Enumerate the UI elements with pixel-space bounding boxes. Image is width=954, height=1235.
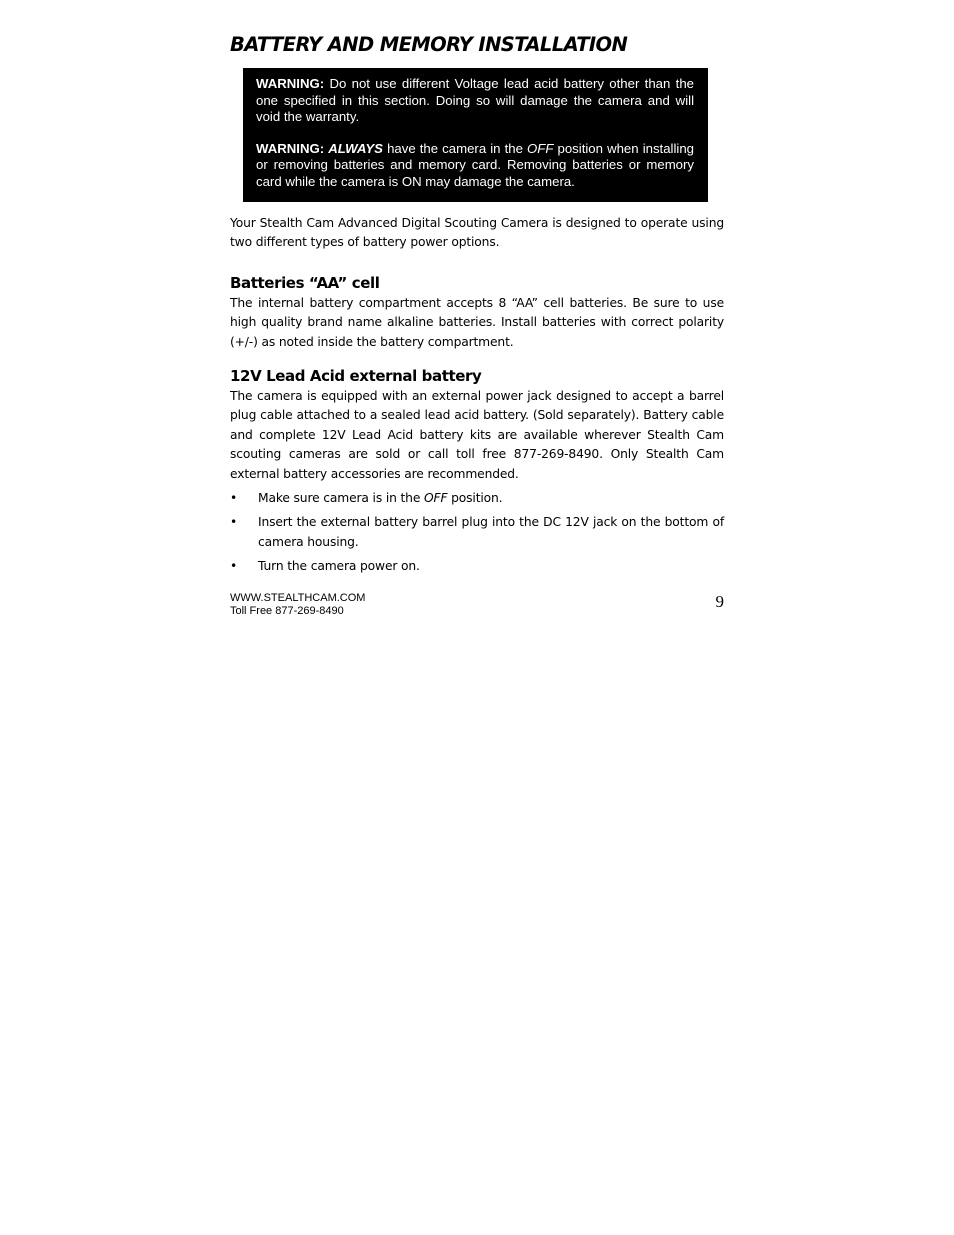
warning-text: position when installing or removing batteries and memory card. Removing batteries or memory card while the camera is ON may damage the camera. [256,140,695,189]
warning-emphasis-always: ALWAYS [328,140,383,156]
section-heading-lead-acid: 12V Lead Acid external battery [230,367,482,386]
bullet-marker: • [230,491,238,506]
warning-power-off [256,141,694,191]
list-item [230,557,724,576]
warning-text: have the camera in the [382,140,528,156]
warning-voltage [256,76,694,126]
bullet-marker: • [230,559,238,574]
list-item-text: position. [447,491,503,506]
section-body-aa-batteries: The internal battery compartment accepts 8 “AA” cell batteries. Be sure to use high quality brand name alkaline batteries. Install batteries with correct polarity (+/-) as noted inside the battery compartment. [230,295,724,349]
page-number: 9 [715,592,724,611]
warning-text: Do not use different Voltage lead acid battery other than the one specified in this section. Doing so will damage the camera and will void the warranty. [256,76,694,124]
document-page [230,30,724,582]
footer-contact [230,592,365,618]
list-item-text: Make sure camera is in the [258,491,424,506]
warning-emphasis-off: OFF [527,140,554,156]
intro-paragraph: Your Stealth Cam Advanced Digital Scouting Camera is designed to operate using two different types of battery power options. [230,216,724,250]
footer-website: WWW.STEALTHCAM.COM [230,592,366,604]
page-footer [230,592,724,622]
bullet-marker: • [230,515,238,530]
instruction-list [230,489,724,577]
list-item [230,489,724,508]
section-heading-aa-batteries: Batteries “AA” cell [230,273,380,292]
footer-phone: Toll Free 877-269-8490 [230,605,344,617]
warning-label: WARNING: [256,76,325,91]
list-item-text: Insert the external battery barrel plug into the DC 12V jack on the bottom of camera housing. [258,515,724,549]
list-item-emphasis: OFF [424,491,448,506]
list-item-text: Turn the camera power on. [258,559,420,574]
section-body-lead-acid: The camera is equipped with an external power jack designed to accept a barrel plug cable attached to a sealed lead acid battery. (Sold separately). Battery cable and complete 12V Lead Acid battery kits are available wherever Stealth Cam scouting cameras are sold or call toll free 877-269-8490. Only Stealth Cam external battery accessories are recommended. [230,389,724,481]
warning-box [243,68,708,202]
page-title: BATTERY AND MEMORY INSTALLATION [230,33,628,56]
warning-label: WARNING: [256,140,325,156]
list-item [230,513,724,552]
